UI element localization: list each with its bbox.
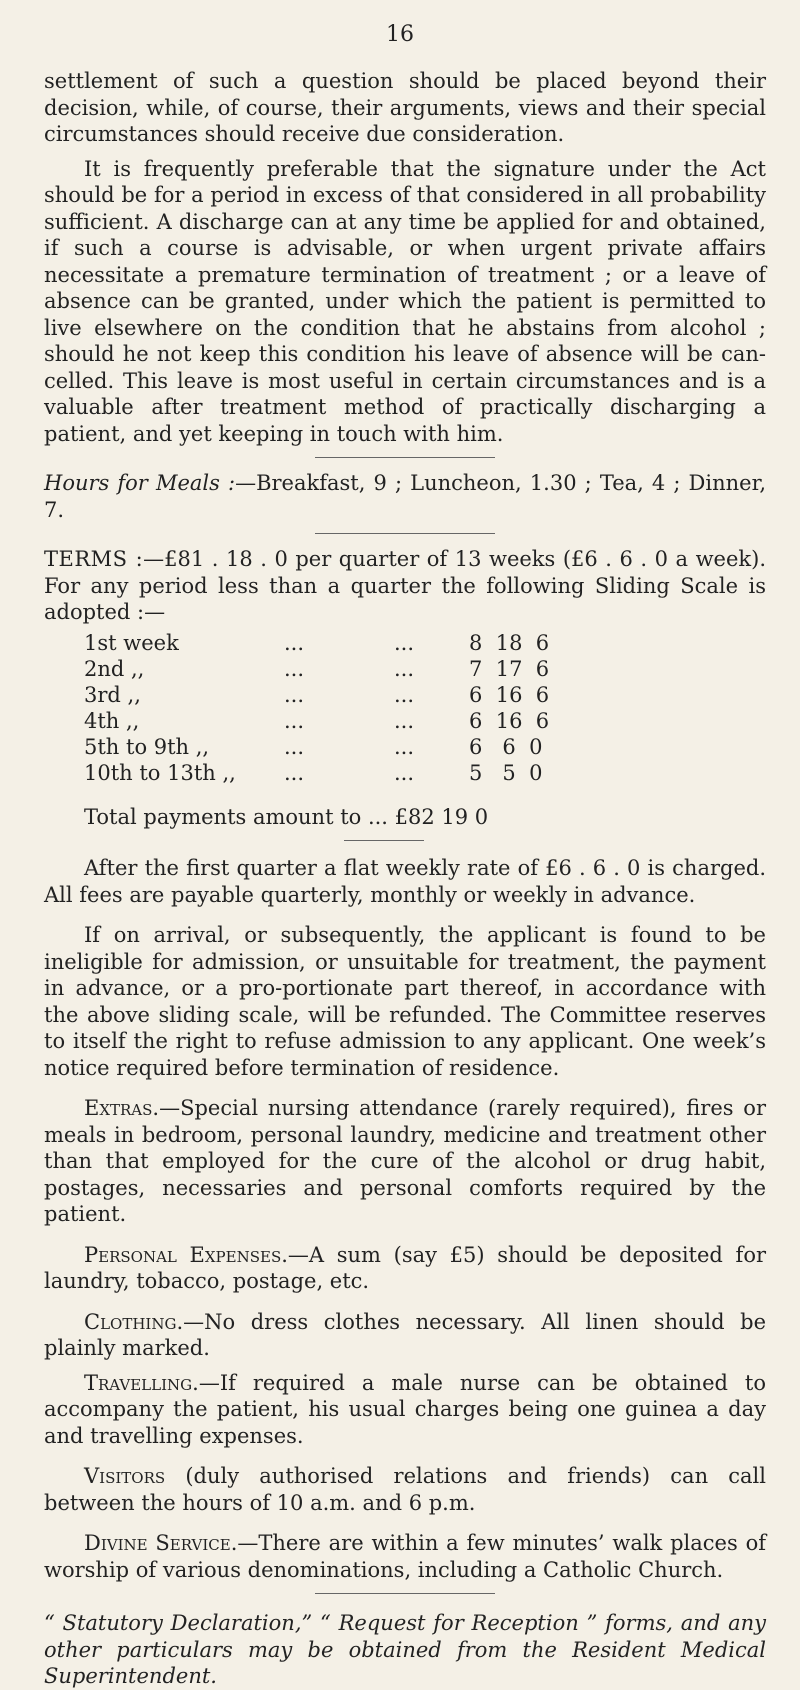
meal-hours-label: Hours for Meals :: [44, 471, 236, 495]
scale-leader: ...: [394, 708, 415, 733]
scale-leader: ...: [284, 734, 305, 759]
scale-period: 3rd ,,: [84, 682, 141, 707]
page-number: 16: [386, 22, 414, 47]
document-body: [44, 68, 766, 1690]
paragraph-divine-service: [44, 1530, 766, 1583]
travelling-heading: Travelling.: [84, 1370, 199, 1395]
scale-amount: 7 17 6: [469, 656, 550, 681]
paragraph-clothing: [44, 1309, 766, 1362]
scale-leader: ...: [284, 656, 305, 681]
scale-period: 4th ,,: [84, 708, 140, 733]
travelling-text: —If required a male nurse can be obtained to accompany the patient, his usual charges being one guinea a day and travelling expenses.: [44, 1370, 766, 1448]
terms-text: —£81 . 18 . 0 per quarter of 13 weeks (£6 . 6 . 0 a week). For any period less than a quarter the following Sliding Scale is adopted :—: [44, 547, 766, 624]
table-row: [84, 760, 569, 786]
scale-leader: ...: [394, 760, 415, 785]
meal-hours: [44, 470, 766, 523]
scale-leader: ...: [284, 682, 305, 707]
scale-leader: ...: [284, 630, 305, 655]
scale-period: 2nd ,,: [84, 656, 145, 681]
clothing-heading: Clothing.: [84, 1309, 184, 1334]
extras-text: —Special nursing attendance (rarely required), fires or meals in bedroom, personal laundry, medicine and treatment other than that employed for the cure of the alcohol or drug habit, postages, necessaries and personal comforts required by the patient.: [44, 1096, 766, 1226]
scale-period: 10th to 13th ,,: [84, 760, 236, 785]
divider: [315, 1593, 495, 1594]
scale-period: 5th to 9th ,,: [84, 734, 210, 759]
terms-paragraph: [44, 546, 766, 626]
visitors-heading: Visitors: [84, 1464, 166, 1488]
scale-amount: 6 6 0: [469, 734, 543, 759]
personal-expenses-text: —A sum (say £5) should be deposited for laundry, tobacco, postage, etc.: [44, 1242, 766, 1293]
scale-amount: 8 18 6: [469, 630, 550, 655]
scale-leader: ...: [394, 630, 415, 655]
visitors-text: (duly authorised relations and friends) can call between the hours of 10 a.m. and 6 p.m.: [44, 1464, 766, 1515]
scale-leader: ...: [394, 656, 415, 681]
table-row: [84, 656, 569, 682]
sliding-scale-table: [84, 630, 569, 786]
scale-amount: 6 16 6: [469, 682, 550, 707]
table-row: [84, 682, 569, 708]
table-row: [84, 734, 569, 760]
scale-leader: ...: [394, 734, 415, 759]
scale-amount: 6 16 6: [469, 708, 550, 733]
table-row: [84, 708, 569, 734]
paragraph-extras: [44, 1095, 766, 1228]
divine-service-heading: Divine Service.: [84, 1531, 238, 1555]
personal-expenses-heading: Personal Expenses.: [84, 1242, 288, 1267]
scale-leader: ...: [284, 708, 305, 733]
divider: [315, 457, 495, 458]
extras-heading: Extras.: [84, 1096, 160, 1120]
paragraph-settlement: settlement of such a question should be placed beyond their decision, while, of course, their arguments, views and their special circumstances should receive due consideration.: [44, 69, 766, 146]
scale-period: 1st week: [84, 630, 179, 655]
closing-note: “ Statutory Declaration,” “ Request for Reception ” forms, and any other particulars may be obtained from the Resident Medical Superintendent.: [44, 1611, 766, 1688]
paragraph-weekly-rate: After the first quarter a flat weekly rate of £6 . 6 . 0 is charged. All fees are payable quarterly, monthly or weekly in advance.: [44, 856, 766, 907]
paragraph-signature: It is frequently preferable that the signature under the Act should be for a period in excess of that considered in all probability sufficient. A discharge can at any time be applied for and obtained, if such a course is advisable, or when urgent private affairs necessitate a premature termination of treatment ; or a leave of absence can be granted, under which the patient is permitted to live elsewhere on the condition that he abstains from alcohol ; should he not keep this condition his leave of absence will be can-celled. This leave is most useful in certain circumstances and is a valuable after treatment method of practically discharging a patient, and yet keeping in touch with him.: [44, 156, 766, 446]
paragraph-visitors: [44, 1463, 766, 1516]
table-row: [84, 630, 569, 656]
meal-hours-text: —Breakfast, 9 ; Luncheon, 1.30 ; Tea, 4 ; Dinner, 7.: [44, 471, 766, 522]
paragraph-personal-expenses: [44, 1242, 766, 1295]
scale-amount: 5 5 0: [469, 760, 543, 785]
scale-leader: ...: [284, 760, 305, 785]
paragraph-ineligible: If on arrival, or subsequently, the applicant is found to be ineligible for admission, or unsuitable for treatment, the payment in advance, or a pro-portionate part thereof, in accordance with the above sliding scale, will be refunded. The Committee reserves to itself the right to refuse admission to any applicant. One week’s notice required before termination of residence.: [44, 923, 766, 1080]
total-payments: Total payments amount to ... £82 19 0: [84, 804, 489, 829]
total-underline: [344, 840, 424, 841]
terms-heading: TERMS :: [44, 547, 144, 571]
divider: [315, 533, 495, 534]
divine-service-text: —There are within a few minutes’ walk places of worship of various denominations, including a Catholic Church.: [44, 1531, 767, 1582]
paragraph-travelling: [44, 1370, 766, 1450]
clothing-text: —No dress clothes necessary. All linen should be plainly marked.: [44, 1309, 766, 1360]
scale-leader: ...: [394, 682, 415, 707]
